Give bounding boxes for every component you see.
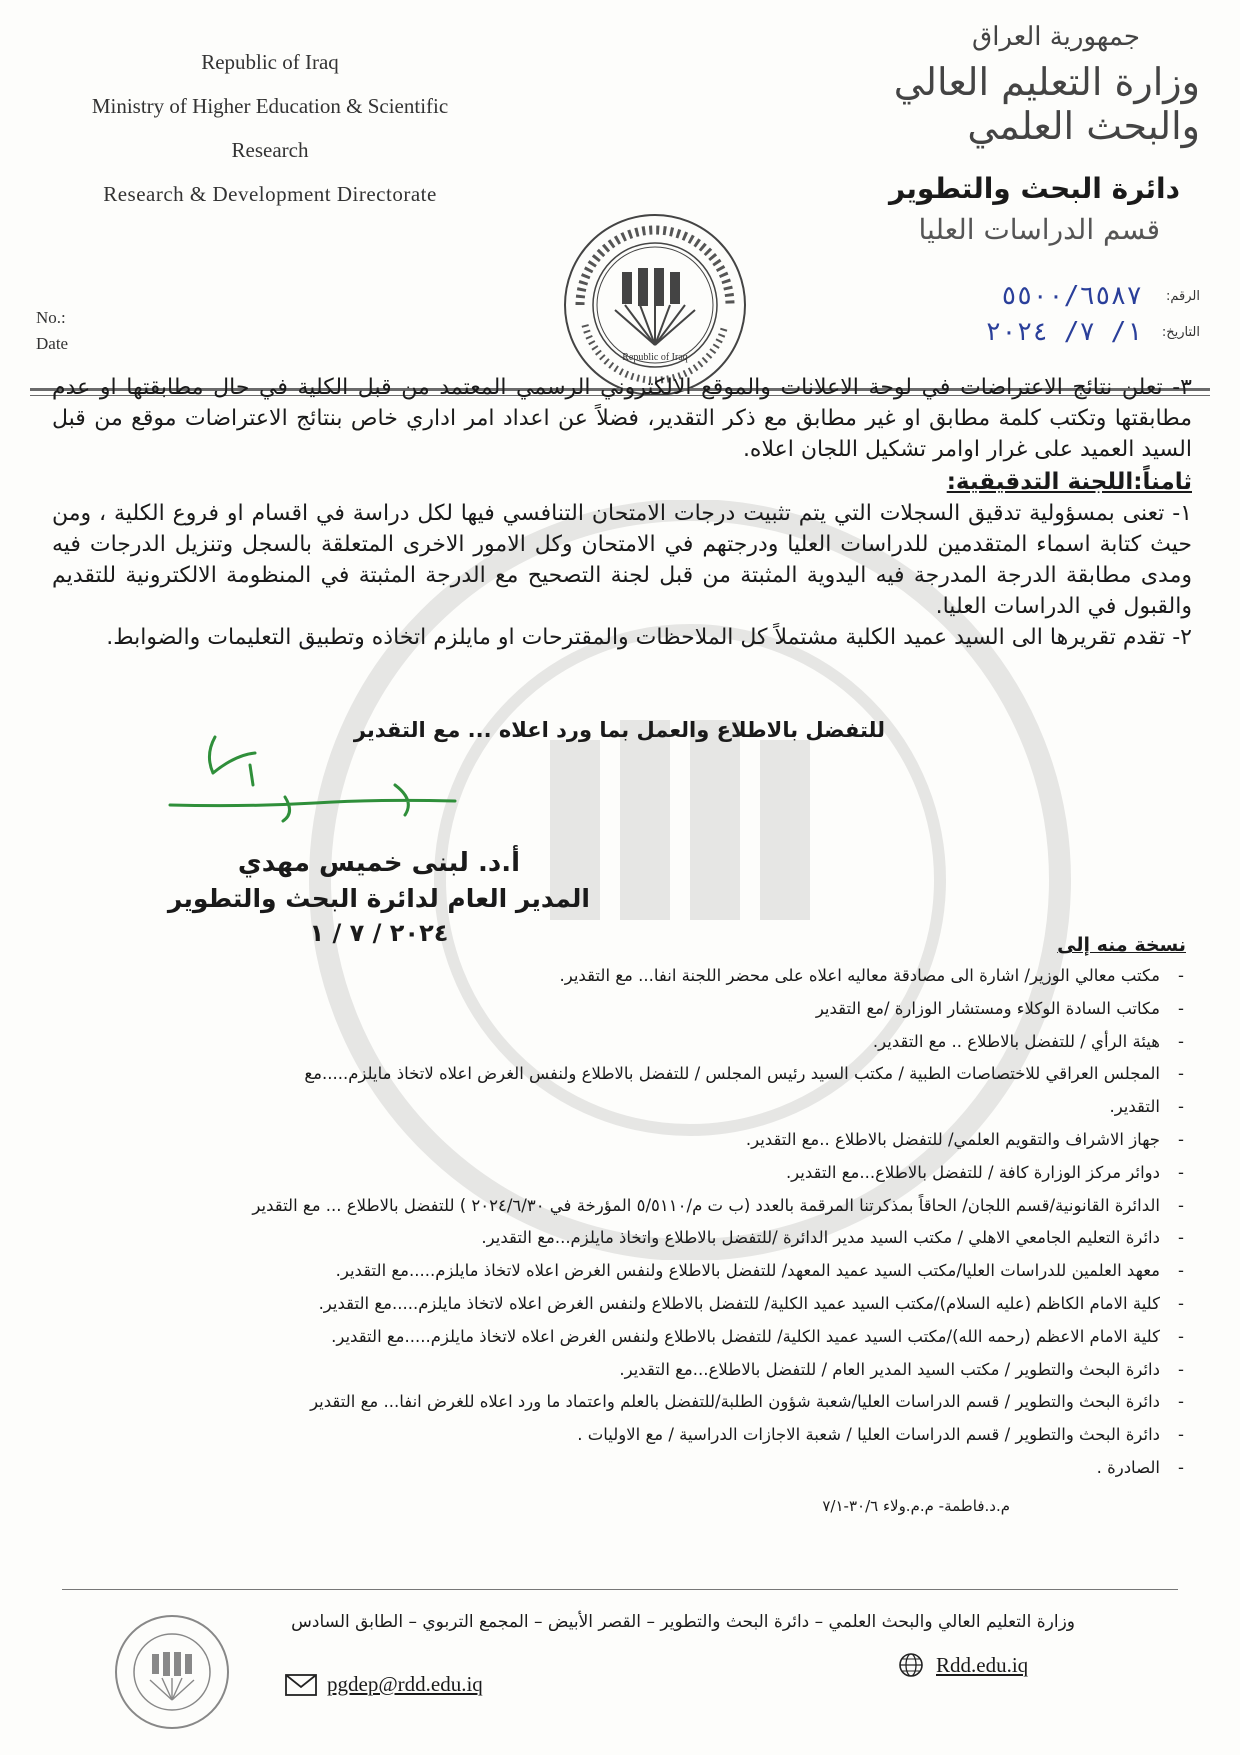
list-item: - دائرة البحث والتطوير / قسم الدراسات العليا / شعبة الاجازات الدراسية / مع الاوليات .: [46, 1419, 1186, 1452]
number-label-en: No.:: [36, 308, 66, 327]
list-item: - مكتب معالي الوزير/ اشارة الى مصادقة معاليه اعلاه على محضر اللجنة انفا... مع التقدير.: [46, 960, 1186, 993]
ministry-en-line1: Ministry of Higher Education & Scientific: [91, 94, 449, 118]
directorate-en: Research & Development Directorate: [103, 182, 437, 206]
republic-ar: جمهورية العراق: [972, 22, 1140, 52]
list-item: - مكاتب السادة الوكلاء ومستشار الوزارة /مع التقدير: [46, 993, 1186, 1026]
section-ar: قسم الدراسات العليا: [918, 213, 1160, 246]
footer-website[interactable]: [898, 1652, 1028, 1678]
handwritten-signature: [165, 725, 495, 825]
list-item: - دائرة البحث والتطوير / قسم الدراسات العليا/شعبة شؤون الطلبة/للتفضل بالعلم واعتماد ما ورد اعلاه للغرض انفا... مع التقدير: [46, 1386, 1186, 1419]
drafter-initials: م.د.فاطمة- م.م.ولاء ٣٠/٦-٧/١: [822, 1497, 1010, 1515]
list-item: - كلية الامام الاعظم (رحمه الله)/مكتب السيد عميد الكلية/ للتفضل بالاطلاع ولنفس الغرض اعلاه لاتخاذ مايلزم.....مع التقدير.: [46, 1321, 1186, 1354]
envelope-icon: [285, 1674, 317, 1696]
list-item: - الدائرة القانونية/قسم اللجان/ الحاقاً بمذكرتنا المرقمة بالعدد (ب ت م/٥/٥١١٠ المؤرخة في ٢٠٢٤/٦/٣٠ ) للتفضل بالاطلاع ... مع التقدير: [46, 1190, 1186, 1223]
seal-caption: Republic of Iraq: [622, 352, 688, 363]
section-8-heading: ثامناً:اللجنة التدقيقية:: [946, 469, 1192, 495]
date-label-ar: التاريخ:: [1161, 324, 1200, 340]
globe-icon: [898, 1652, 924, 1678]
list-item: - كلية الامام الكاظم (عليه السلام)/مكتب السيد عميد الكلية/ للتفضل بالاطلاع ولنفس الغرض اعلاه لاتخاذ مايلزم.....مع التقدير.: [46, 1288, 1186, 1321]
list-item: - معهد العلمين للدراسات العليا/مكتب السيد عميد المعهد/ للتفضل بالاطلاع ولنفس الغرض اعلاه لاتخاذ مايلزم.....مع التقدير.: [46, 1255, 1186, 1288]
reference-block-ar: [840, 278, 1200, 350]
footer-seal-icon: [112, 1612, 232, 1732]
reference-number: ٥٥٠٠/٦٥٨٧: [1001, 281, 1142, 311]
clause-3: ٣- تعلن نتائج الاعتراضات في لوحة الاعلانات والموقع الالكتروني الرسمي المعتمد من قبل الكلية في حال مطابقتها او عدم مطابقتها وتكتب كلمة مطابق او غير مطابق مع ذكر التقدير، فضلاً عن اعداد امر اداري خاص بنتائج الاعتراضات موقع من قبل السيد العميد على غرار اوامر تشكيل اللجان اعلاه.: [52, 375, 1192, 462]
footer-email[interactable]: [285, 1672, 483, 1697]
list-item: - المجلس العراقي للاختصاصات الطبية / مكتب السيد رئيس المجلس / للتفضل بالاطلاع ولنفس الغرض اعلاه لاتخاذ مايلزم.....مع: [46, 1058, 1186, 1091]
ministry-en-line2: Research: [231, 138, 309, 162]
list-item: - الصادرة .: [46, 1452, 1186, 1485]
republic-en: Republic of Iraq: [201, 50, 339, 74]
closing-line: للتفضل بالاطلاع والعمل بما ورد اعلاه ... مع التقدير: [353, 718, 885, 742]
english-letterhead: [40, 40, 500, 216]
letter-body: [52, 372, 1192, 653]
section-8-item-1: ١- تعنى بمسؤولية تدقيق السجلات التي يتم تثبيت درجات الامتحان التنافسي فيها لكل دراسة في اقسام او فروع الكلية ، ومن حيث كتابة اسماء المتقدمين للدراسات العليا ودرجتهم في الامتحان وكل الامور الاخرى المتعلقة بالسجل وتنزيل الدرجات فيه ومدى مطابقة الدرجة المدرجة فيه اليدوية المثبتة من قبل لجنة التصحيح مع الدرجة المثبتة في المنظومة الالكترونية للتقديم والقبول في الدراسات العليا.: [52, 501, 1192, 619]
number-label-ar: الرقم:: [1166, 288, 1200, 304]
signatory-title: المدير العام لدائرة البحث والتطوير: [167, 884, 590, 913]
copy-recipients-list: [46, 960, 1186, 1485]
directorate-ar: دائرة البحث والتطوير: [889, 172, 1180, 205]
reference-date: ١/ ٧/ ٢٠٢٤: [985, 317, 1142, 347]
list-item-continuation: - التقدير.: [46, 1091, 1186, 1124]
ministry-ar: وزارة التعليم العالي والبحث العلمي: [893, 60, 1200, 148]
arabic-letterhead: [780, 22, 1200, 246]
signatory-block: [168, 848, 590, 947]
date-label-en: Date: [36, 334, 69, 353]
signature-date: ٢٠٢٤ / ٧ / ١: [309, 919, 449, 947]
email-link[interactable]: pgdep@rdd.edu.iq: [327, 1672, 483, 1696]
list-item: - دائرة البحث والتطوير / مكتب السيد المدير العام / للتفضل بالاطلاع...مع التقدير.: [46, 1354, 1186, 1387]
list-item: - هيئة الرأي / للتفضل بالاطلاع .. مع التقدير.: [46, 1026, 1186, 1059]
section-8-item-2: ٢- تقدم تقريرها الى السيد عميد الكلية مشتملاً كل الملاحظات والمقترحات او مايلزم اتخاذه وتطبيق التعليمات والضوابط.: [106, 625, 1192, 650]
footer-rule: [62, 1589, 1178, 1590]
footer-address: وزارة التعليم العالي والبحث العلمي – دائرة البحث والتطوير – القصر الأبيض – المجمع التربوي – الطابق السادس: [291, 1612, 1075, 1632]
reference-labels-en: [36, 305, 68, 357]
list-item: - دوائر مركز الوزارة كافة / للتفضل بالاطلاع...مع التقدير.: [46, 1157, 1186, 1190]
website-link[interactable]: Rdd.edu.iq: [936, 1652, 1029, 1677]
signatory-name: أ.د. لبنى خميس مهدي: [237, 848, 520, 878]
copy-to-heading: نسخة منه إلى: [1057, 934, 1186, 956]
list-item: - دائرة التعليم الجامعي الاهلي / مكتب السيد مدير الدائرة /للتفضل بالاطلاع واتخاذ مايلزم...مع التقدير.: [46, 1222, 1186, 1255]
list-item: - جهاز الاشراف والتقويم العلمي/ للتفضل بالاطلاع ..مع التقدير.: [46, 1124, 1186, 1157]
